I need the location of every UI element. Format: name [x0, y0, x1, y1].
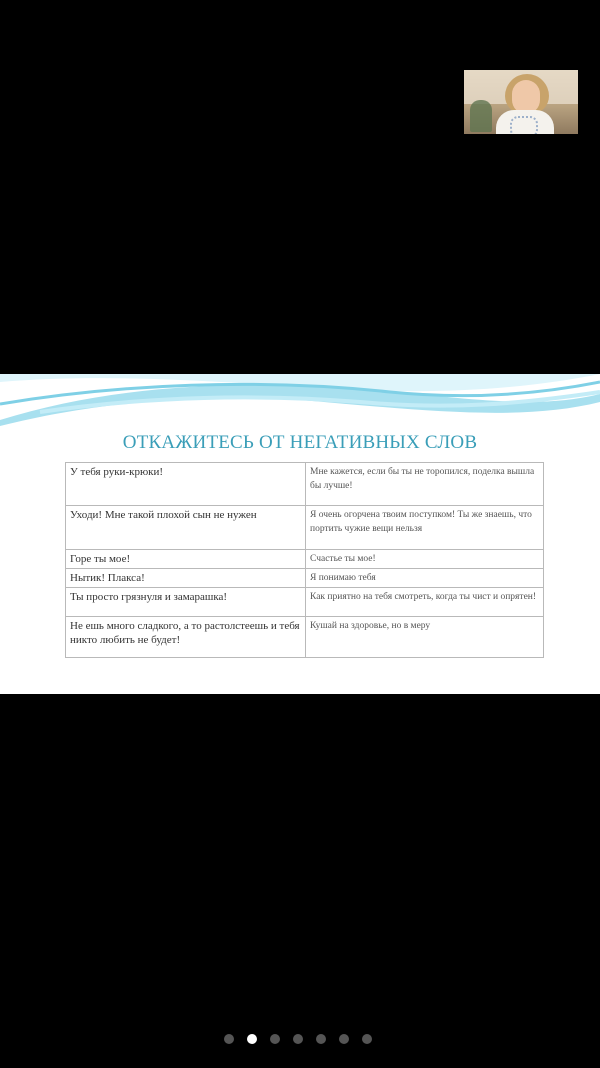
plant-shape: [470, 100, 492, 132]
table-row: [66, 506, 544, 550]
table-row: [66, 463, 544, 506]
face-shape: [512, 80, 540, 114]
table-row: [66, 550, 544, 569]
positive-phrase: Счастье ты мое!: [306, 550, 544, 569]
positive-phrase: Я понимаю тебя: [306, 569, 544, 588]
positive-phrase: Как приятно на тебя смотреть, когда ты чист и опрятен!: [306, 588, 544, 617]
page-indicator: [224, 1034, 372, 1044]
negative-phrase: Горе ты мое!: [66, 550, 306, 569]
table-row: [66, 588, 544, 617]
negative-phrase: Нытик! Плакса!: [66, 569, 306, 588]
negative-phrase: Не ешь много сладкого, а то растолстеешь и тебя никто любить не будет!: [66, 617, 306, 658]
page-dot[interactable]: [316, 1034, 326, 1044]
positive-phrase: Мне кажется, если бы ты не торопился, поделка вышла бы лучше!: [306, 463, 544, 506]
phrases-table: [65, 462, 544, 658]
page-dot[interactable]: [362, 1034, 372, 1044]
slide-title: ОТКАЖИТЕСЬ ОТ НЕГАТИВНЫХ СЛОВ: [122, 432, 478, 453]
page-dot-active[interactable]: [247, 1034, 257, 1044]
page-dot[interactable]: [339, 1034, 349, 1044]
page-dot[interactable]: [224, 1034, 234, 1044]
table-row: [66, 617, 544, 658]
table-row: [66, 569, 544, 588]
negative-phrase: Уходи! Мне такой плохой сын не нужен: [66, 506, 306, 550]
positive-phrase: Я очень огорчена твоим поступком! Ты же знаешь, что портить чужие вещи нельзя: [306, 506, 544, 550]
presentation-slide: [0, 374, 600, 694]
positive-phrase: Кушай на здоровье, но в меру: [306, 617, 544, 658]
negative-phrase: У тебя руки-крюки!: [66, 463, 306, 506]
negative-phrase: Ты просто грязнуля и замарашка!: [66, 588, 306, 617]
page-dot[interactable]: [293, 1034, 303, 1044]
slide-header-wave: [0, 374, 600, 426]
page-dot[interactable]: [270, 1034, 280, 1044]
participant-video[interactable]: [464, 70, 578, 134]
clothing-pattern: [510, 116, 538, 134]
